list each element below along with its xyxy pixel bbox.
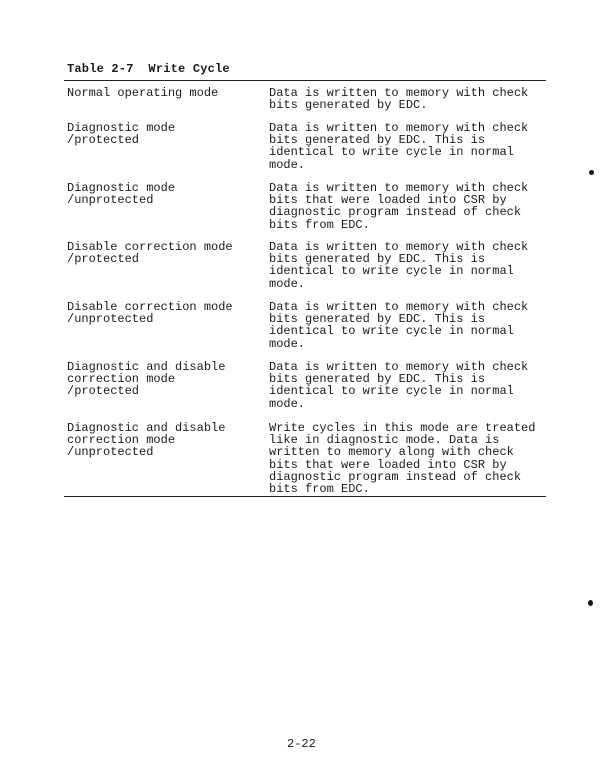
mode-cell [67,87,265,99]
mode-cell [67,241,265,265]
description-line: diagnostic program instead of check [269,205,522,220]
description-cell [269,301,549,350]
mode-line: Diagnostic mode [67,181,176,195]
description-line: Data is written to memory with check [269,360,529,374]
description-cell [269,361,549,410]
mode-cell [67,122,265,146]
table-caption: Table 2-7 Write Cycle [67,62,230,76]
description-line: mode. [269,336,306,351]
description-line: written to memory along with check [269,445,514,460]
description-line: Write cycles in this mode are treated [269,421,536,435]
table-top-rule [64,80,546,81]
table-bottom-rule [64,496,546,497]
mode-line: Diagnostic mode [67,121,176,135]
mode-line: /protected [67,384,140,399]
description-line: bits from EDC. [269,217,370,232]
mode-line: Diagnostic and disable [67,360,226,374]
mode-line: /protected [67,252,140,267]
description-line: identical to write cycle in normal [269,145,514,160]
description-line: like in diagnostic mode. Data is [269,433,500,448]
description-cell [269,122,549,171]
description-cell [269,87,549,111]
mode-line: Disable correction mode [67,300,233,314]
mode-cell [67,422,265,459]
description-line: mode. [269,276,306,291]
description-line: identical to write cycle in normal [269,264,514,279]
mode-cell [67,361,265,398]
mode-line: /unprotected [67,312,154,327]
description-line: bits that were loaded into CSR by [269,457,507,472]
description-line: Data is written to memory with check [269,121,529,135]
description-cell [269,241,549,290]
description-line: identical to write cycle in normal [269,324,514,339]
description-line: Data is written to memory with check [269,240,529,254]
mode-line: Diagnostic and disable [67,421,226,435]
description-line: bits generated by EDC. This is [269,372,486,387]
mode-cell [67,301,265,325]
mode-line: /unprotected [67,445,154,460]
mode-cell [67,182,265,206]
description-line: mode. [269,396,306,411]
description-line: bits generated by EDC. This is [269,252,486,267]
scan-speck [588,600,593,606]
description-line: bits generated by EDC. This is [269,133,486,148]
description-line: bits from EDC. [269,482,370,497]
description-line: bits that were loaded into CSR by [269,193,507,208]
mode-line: correction mode [67,433,176,448]
description-line: Data is written to memory with check [269,300,529,314]
mode-line: correction mode [67,372,176,387]
mode-line: Normal operating mode [67,86,219,100]
description-line: Data is written to memory with check [269,181,529,195]
description-cell [269,422,549,495]
scan-speck [589,170,594,175]
description-line: bits generated by EDC. [269,98,428,113]
mode-line: Disable correction mode [67,240,233,254]
description-line: diagnostic program instead of check [269,469,522,484]
mode-line: /protected [67,133,140,148]
description-line: bits generated by EDC. This is [269,312,486,327]
description-line: identical to write cycle in normal [269,384,514,399]
mode-line: /unprotected [67,193,154,208]
page-number: 2-22 [287,737,316,751]
description-cell [269,182,549,231]
description-line: Data is written to memory with check [269,86,529,100]
description-line: mode. [269,157,306,172]
